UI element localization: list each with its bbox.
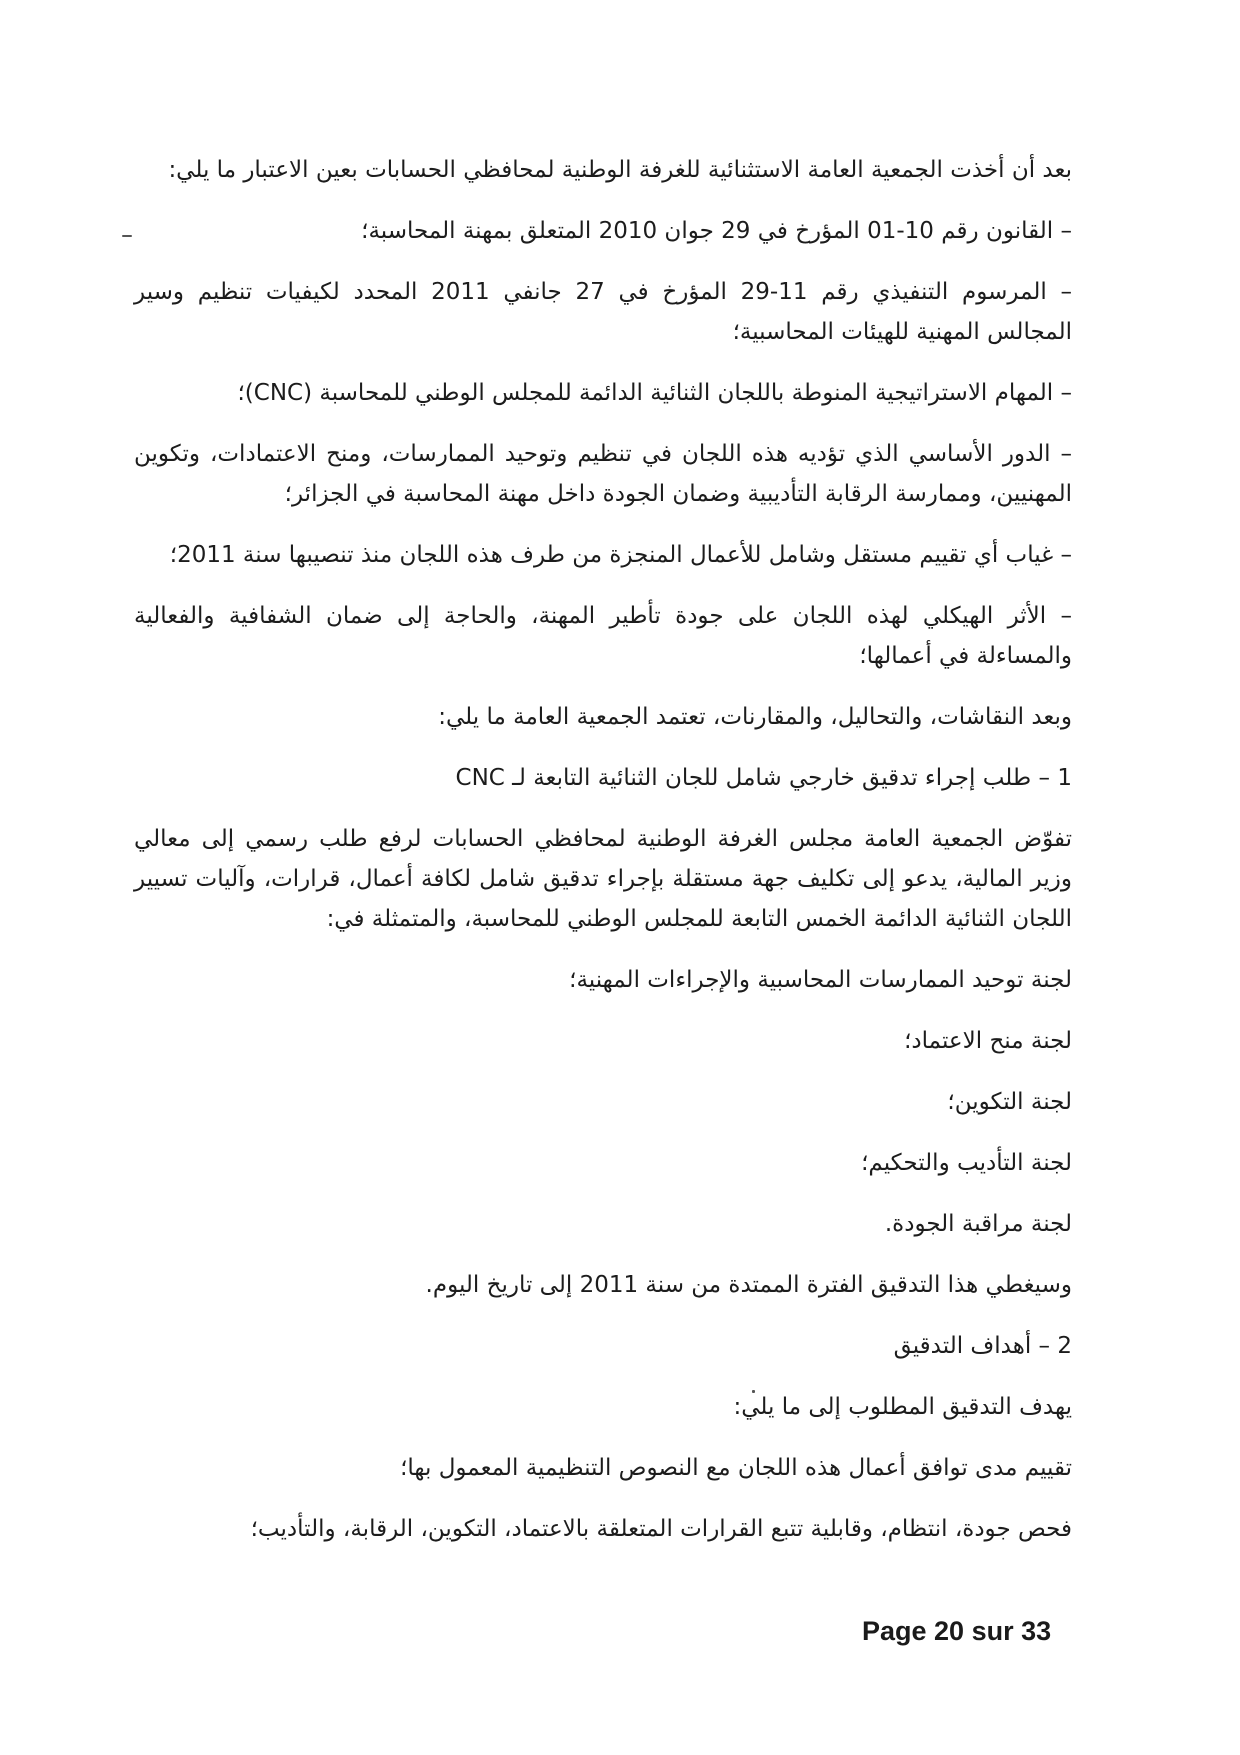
committee-item: لجنة توحيد الممارسات المحاسبية والإجراءات المهنية؛: [569, 967, 1072, 993]
list-item-decree: – المرسوم التنفيذي رقم 11-29 المؤرخ في 27 جانفي 2011 المحدد لكيفيات تنظيم وسير المجالس المهنية للهيئات المحاسبية؛: [134, 279, 1072, 345]
committee-item: لجنة منح الاعتماد؛: [904, 1028, 1072, 1054]
intro-paragraph: بعد أن أخذت الجمعية العامة الاستثنائية للغرفة الوطنية لمحافظي الحسابات بعين الاعتبار ما يلي:: [168, 157, 1072, 183]
mandate-paragraph: تفوّض الجمعية العامة مجلس الغرفة الوطنية لمحافظي الحسابات لرفع طلب رسمي إلى معالي وزير المالية، يدعو إلى تكليف جهة مستقلة بإجراء تدقيق شامل لكافة أعمال، قرارات، وآليات تسيير اللجان الثنائية الدائمة الخمس التابعة للمجلس الوطني للمحاسبة، والمتمثلة في:: [134, 826, 1072, 932]
committee-item: لجنة التكوين؛: [947, 1089, 1072, 1115]
list-item-structural-impact: – الأثر الهيكلي لهذه اللجان على جودة تأطير المهنة، والحاجة إلى ضمان الشفافية والفعالية والمساءلة في أعمالها؛: [134, 603, 1072, 669]
document-body: [134, 150, 1072, 1570]
section-heading-1: 1 – طلب إجراء تدقيق خارجي شامل للجان الثنائية التابعة لـ CNC: [455, 765, 1072, 791]
list-item-law: – القانون رقم 10-01 المؤرخ في 29 جوان 2010 المتعلق بمهنة المحاسبة؛: [361, 218, 1072, 244]
page-number: Page 20 sur 33: [862, 1616, 1052, 1646]
scan-speck: [122, 235, 132, 237]
objective-item: فحص جودة، انتظام، وقابلية تتبع القرارات المتعلقة بالاعتماد، التكوين، الرقابة، والتأديب؛: [250, 1516, 1072, 1542]
list-item-core-role: – الدور الأساسي الذي تؤديه هذه اللجان في تنظيم وتوحيد الممارسات، ومنح الاعتمادات، وتكوين المهنيين، وممارسة الرقابة التأديبية وضمان الجودة داخل مهنة المحاسبة في الجزائر؛: [134, 441, 1072, 507]
section-heading-2: 2 – أهداف التدقيق: [893, 1333, 1072, 1359]
list-item-strategic-tasks: – المهام الاستراتيجية المنوطة باللجان الثنائية الدائمة للمجلس الوطني للمحاسبة (CNC)؛: [237, 380, 1072, 406]
audit-period-paragraph: وسيغطي هذا التدقيق الفترة الممتدة من سنة 2011 إلى تاريخ اليوم.: [425, 1272, 1072, 1298]
objective-item: تقييم مدى توافق أعمال هذه اللجان مع النصوص التنظيمية المعمول بها؛: [400, 1455, 1072, 1481]
objectives-intro: يهدف التدقيق المطلوب إلى ما يلي:: [733, 1394, 1072, 1420]
committee-item: لجنة مراقبة الجودة.: [884, 1211, 1072, 1237]
list-item-no-evaluation: – غياب أي تقييم مستقل وشامل للأعمال المنجزة من طرف هذه اللجان منذ تنصيبها سنة 2011؛: [169, 542, 1072, 568]
committee-item: لجنة التأديب والتحكيم؛: [861, 1150, 1072, 1176]
scan-speck: [752, 1390, 755, 1393]
adoption-paragraph: وبعد النقاشات، والتحاليل، والمقارنات، تعتمد الجمعية العامة ما يلي:: [438, 704, 1072, 730]
